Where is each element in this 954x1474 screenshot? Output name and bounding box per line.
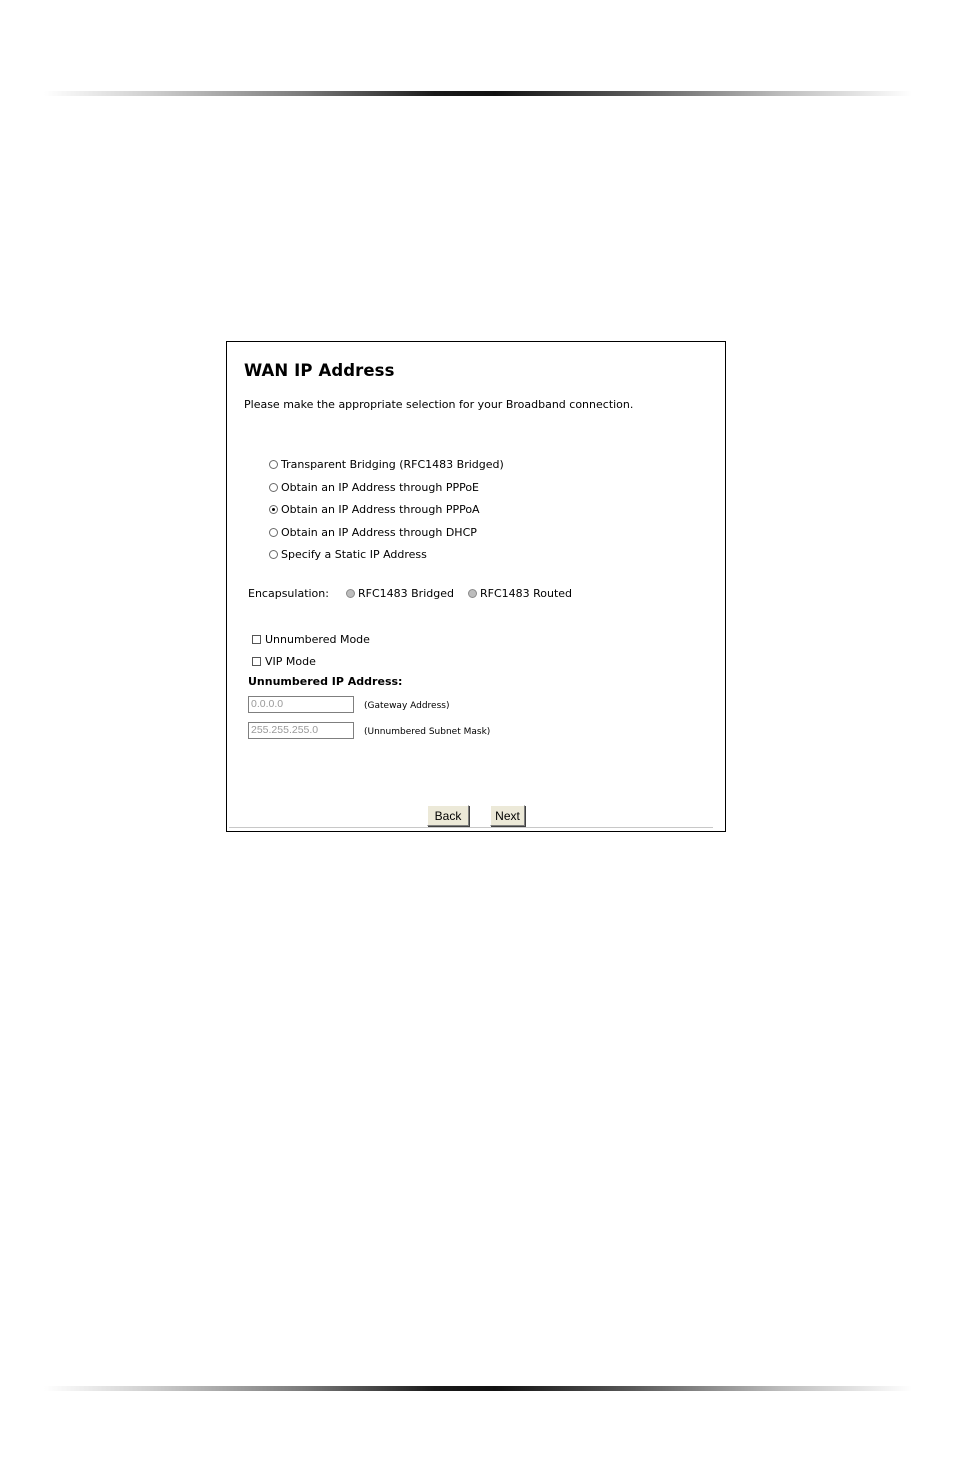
bottom-divider xyxy=(44,1386,912,1391)
subnet-mask-hint: (Unnumbered Subnet Mask) xyxy=(364,727,491,737)
subnet-mask-input[interactable]: 255.255.255.0 xyxy=(248,722,354,739)
panel-divider xyxy=(229,827,713,828)
radio-selected-icon[interactable] xyxy=(269,505,278,514)
encapsulation-label: Encapsulation: xyxy=(248,587,329,600)
radio-button-icon[interactable] xyxy=(269,528,278,537)
radio-button-icon[interactable] xyxy=(269,483,278,492)
radio-label: Obtain an IP Address through PPPoA xyxy=(281,503,480,516)
radio-label: Obtain an IP Address through DHCP xyxy=(281,526,477,539)
radio-button-icon[interactable] xyxy=(269,550,278,559)
radio-label: Specify a Static IP Address xyxy=(281,548,427,561)
radio-disabled-icon[interactable] xyxy=(346,589,355,598)
page-title: WAN IP Address xyxy=(244,361,395,380)
radio-label: Transparent Bridging (RFC1483 Bridged) xyxy=(281,458,504,471)
intro-text: Please make the appropriate selection for your Broadband connection. xyxy=(244,398,634,411)
radio-option-pppoe[interactable] xyxy=(269,480,479,495)
next-button[interactable]: Next xyxy=(490,805,525,826)
gateway-address-row xyxy=(248,695,449,713)
radio-option-dhcp[interactable] xyxy=(269,525,477,540)
wan-ip-panel xyxy=(226,341,726,832)
radio-label: Obtain an IP Address through PPPoE xyxy=(281,481,480,494)
encap-option-routed[interactable] xyxy=(468,587,572,600)
checkbox-icon[interactable] xyxy=(252,635,261,644)
encap-option-label: RFC1483 Bridged xyxy=(357,587,454,600)
checkbox-icon[interactable] xyxy=(252,657,261,666)
radio-button-icon[interactable] xyxy=(269,460,278,469)
radio-disabled-icon[interactable] xyxy=(468,589,477,598)
radio-option-static-ip[interactable] xyxy=(269,547,427,562)
unnumbered-ip-heading: Unnumbered IP Address: xyxy=(248,675,403,688)
back-button[interactable]: Back xyxy=(427,805,469,826)
unnumbered-mode-checkbox[interactable] xyxy=(252,632,370,646)
checkbox-label: Unnumbered Mode xyxy=(265,632,370,646)
encapsulation-row xyxy=(248,586,586,601)
top-divider xyxy=(44,91,912,96)
radio-option-pppoa[interactable] xyxy=(269,502,480,517)
encap-option-label: RFC1483 Routed xyxy=(479,587,573,600)
gateway-address-hint: (Gateway Address) xyxy=(364,701,450,711)
checkbox-label: VIP Mode xyxy=(265,654,316,668)
encap-option-bridged[interactable] xyxy=(346,587,454,600)
radio-option-transparent-bridging[interactable] xyxy=(269,457,504,472)
vip-mode-checkbox[interactable] xyxy=(252,654,316,668)
gateway-address-input[interactable]: 0.0.0.0 xyxy=(248,696,354,713)
subnet-mask-row xyxy=(248,721,490,739)
